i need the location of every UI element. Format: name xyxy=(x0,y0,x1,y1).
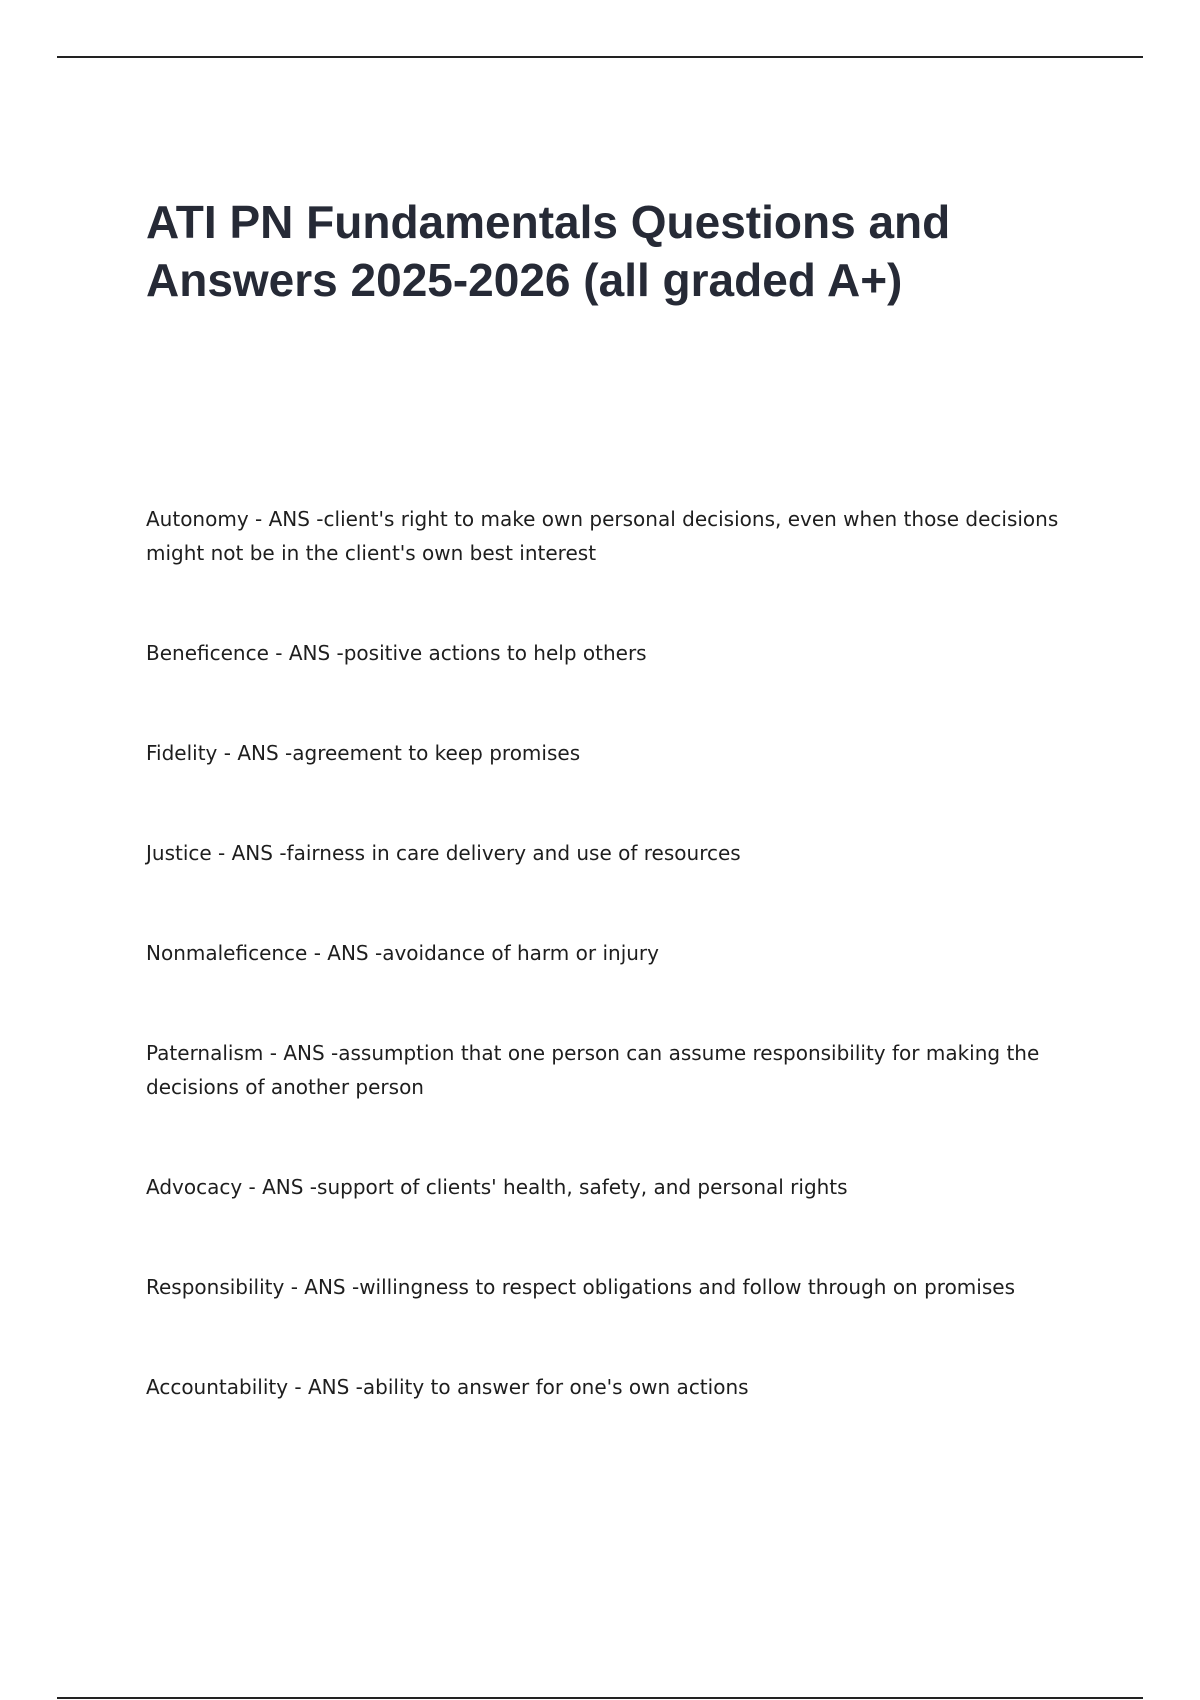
document-title-line-1: ATI PN Fundamentals Questions and xyxy=(146,196,951,248)
bottom-divider xyxy=(57,1697,1143,1699)
qa-item-advocacy: Advocacy - ANS -support of clients' health, safety, and personal rights xyxy=(146,1175,848,1199)
qa-item-autonomy: Autonomy - ANS -client's right to make own personal decisions, even when those decisions might not be in the client's own best interest xyxy=(146,507,1059,565)
document-title xyxy=(146,193,1046,309)
qa-item-fidelity: Fidelity - ANS -agreement to keep promises xyxy=(146,741,581,765)
qa-item-responsibility: Responsibility - ANS -willingness to respect obligations and follow through on promises xyxy=(146,1275,1015,1299)
qa-item-paternalism: Paternalism - ANS -assumption that one person can assume responsibility for making the decisions of another person xyxy=(146,1041,1040,1099)
qa-item-beneficence: Beneficence - ANS -positive actions to help others xyxy=(146,641,647,665)
qa-item-accountability: Accountability - ANS -ability to answer for one's own actions xyxy=(146,1375,749,1399)
document-title-line-2: Answers 2025-2026 (all graded A+) xyxy=(146,254,903,306)
top-divider xyxy=(57,56,1143,58)
qa-item-nonmaleficence: Nonmaleficence - ANS -avoidance of harm or injury xyxy=(146,941,659,965)
qa-item-justice: Justice - ANS -fairness in care delivery and use of resources xyxy=(146,841,741,865)
qa-list xyxy=(146,502,1066,1470)
